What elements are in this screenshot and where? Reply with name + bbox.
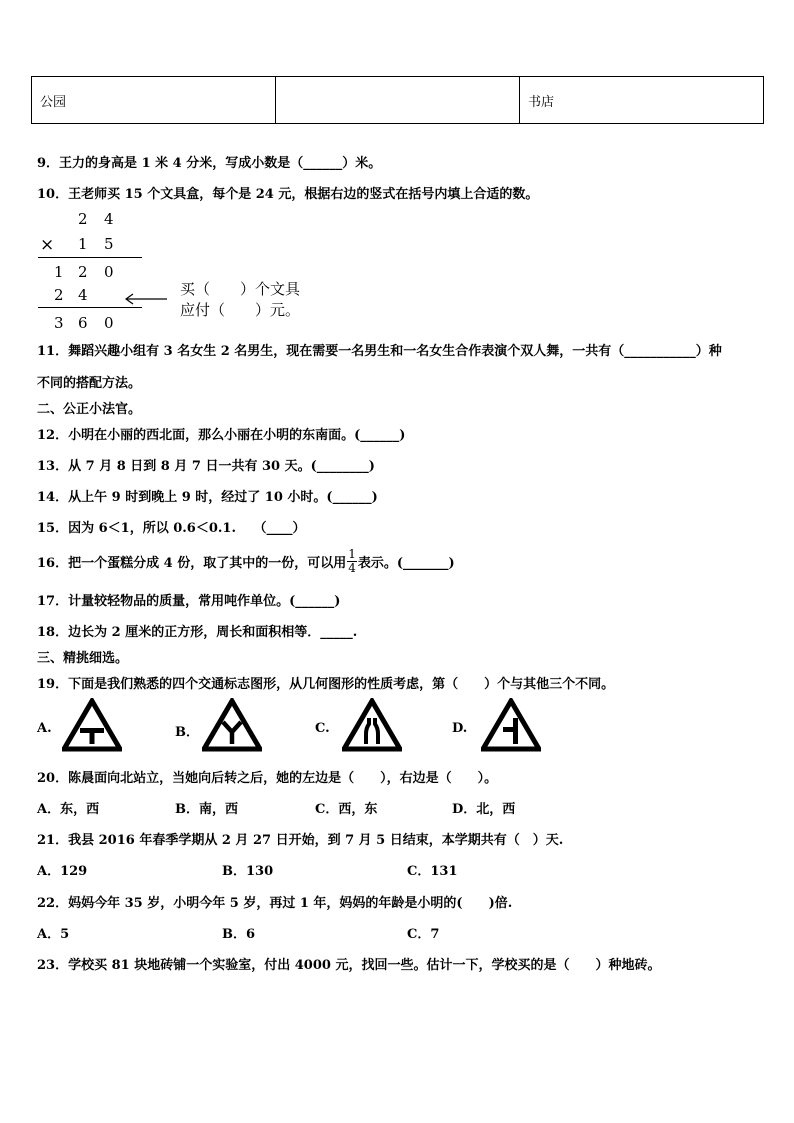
t-junction-sign-icon bbox=[62, 698, 122, 752]
option-a-label: A. bbox=[37, 721, 52, 736]
question-18: 18．边长为 2 厘米的正方形，周长和面积相等．_____. bbox=[37, 625, 358, 640]
question-22: 22．妈妈今年 35 岁，小明今年 5 岁，再过 1 年，妈妈的年龄是小明的( )倍. bbox=[37, 896, 513, 911]
question-20: 20．陈晨面向北站立，当她向后转之后，她的左边是（ ），右边是（ ）。 bbox=[37, 771, 498, 786]
option-c-label: C. bbox=[315, 721, 330, 736]
top-table bbox=[31, 76, 764, 124]
question-15: 15．因为 6＜1，所以 0.6＜0.1. （____） bbox=[37, 521, 306, 536]
question-12: 12．小明在小丽的西北面，那么小丽在小明的东南面。(______) bbox=[37, 428, 406, 443]
digit: 0 bbox=[104, 263, 114, 281]
question-19: 19．下面是我们熟悉的四个交通标志图形，从几何图形的性质考虑，第（ ）个与其他三个不同。 bbox=[37, 677, 615, 692]
times-sign: × bbox=[40, 235, 55, 255]
section-2-heading: 二、公正小法官。 bbox=[37, 402, 142, 417]
q20-option-b: B．南，西 bbox=[175, 802, 238, 817]
digit: 1 bbox=[54, 263, 64, 281]
option-b-label: B． bbox=[175, 725, 199, 740]
digit: 1 bbox=[78, 235, 88, 253]
fraction-numerator: 1 bbox=[348, 546, 356, 561]
q21-option-b: B．130 bbox=[222, 864, 274, 879]
arrow-left-icon bbox=[124, 293, 168, 305]
road-narrows-sign-icon bbox=[342, 698, 402, 752]
vertical-multiplication bbox=[34, 206, 314, 336]
digit: 2 bbox=[54, 286, 64, 304]
digit: 0 bbox=[104, 314, 114, 332]
q22-option-a: A．5 bbox=[37, 927, 70, 942]
option-d-label: D. bbox=[452, 721, 468, 736]
q21-option-c: C．131 bbox=[407, 864, 458, 879]
digit: 3 bbox=[54, 314, 64, 332]
question-10: 10．王老师买 15 个文具盒，每个是 24 元，根据右边的竖式在括号内填上合适的数。 bbox=[37, 187, 539, 202]
digit: 2 bbox=[78, 210, 88, 228]
table-cell: 公园 bbox=[32, 77, 276, 124]
q20-option-a: A．东，西 bbox=[37, 802, 100, 817]
digit: 4 bbox=[78, 286, 88, 304]
q22-option-b: B．6 bbox=[222, 927, 256, 942]
section-3-heading: 三、精挑细选。 bbox=[37, 651, 129, 666]
side-road-sign-icon bbox=[481, 698, 541, 752]
fraction bbox=[347, 548, 357, 574]
rule-line bbox=[38, 307, 142, 308]
note-buy: 买（ ）个文具 bbox=[180, 280, 301, 298]
table-cell bbox=[276, 77, 520, 124]
question-11-cont: 不同的搭配方法。 bbox=[37, 376, 142, 391]
question-11: 11．舞蹈兴趣小组有 3 名女生 2 名男生，现在需要一名男生和一名女生合作表演个双人舞，一共有（___________）种 bbox=[37, 344, 722, 359]
digit: 5 bbox=[104, 235, 114, 253]
q20-option-d: D．北，西 bbox=[452, 802, 516, 817]
table-cell: 书店 bbox=[520, 77, 764, 124]
question-16 bbox=[37, 543, 455, 579]
q21-option-a: A．129 bbox=[37, 864, 88, 879]
digit: 2 bbox=[78, 263, 88, 281]
digit: 4 bbox=[104, 210, 114, 228]
fraction-denominator: 4 bbox=[348, 560, 356, 575]
question-14: 14．从上午 9 时到晚上 9 时，经过了 10 小时。(______) bbox=[37, 490, 378, 505]
question-9: 9．王力的身高是 1 米 4 分米，写成小数是（______）米。 bbox=[37, 156, 382, 171]
question-23: 23．学校买 81 块地砖铺一个实验室，付出 4000 元，找回一些。估计一下，学校买的是（ ）种地砖。 bbox=[37, 958, 661, 973]
note-pay: 应付（ ）元。 bbox=[180, 301, 301, 319]
y-junction-sign-icon bbox=[202, 698, 262, 752]
question-13: 13．从 7 月 8 日到 8 月 7 日一共有 30 天。(________) bbox=[37, 459, 375, 474]
question-21: 21．我县 2016 年春季学期从 2 月 27 日开始，到 7 月 5 日结束，本学期共有（ ）天. bbox=[37, 833, 564, 848]
q16-text: 16．把一个蛋糕分成 4 份，取了其中的一份，可以用 bbox=[37, 555, 347, 571]
q16-text-end: 表示。(_______) bbox=[357, 555, 455, 571]
q20-option-c: C．西，东 bbox=[315, 802, 378, 817]
digit: 6 bbox=[78, 314, 88, 332]
rule-line bbox=[38, 257, 142, 258]
question-17: 17．计量较轻物品的质量，常用吨作单位。(______) bbox=[37, 594, 341, 609]
q22-option-c: C．7 bbox=[407, 927, 440, 942]
